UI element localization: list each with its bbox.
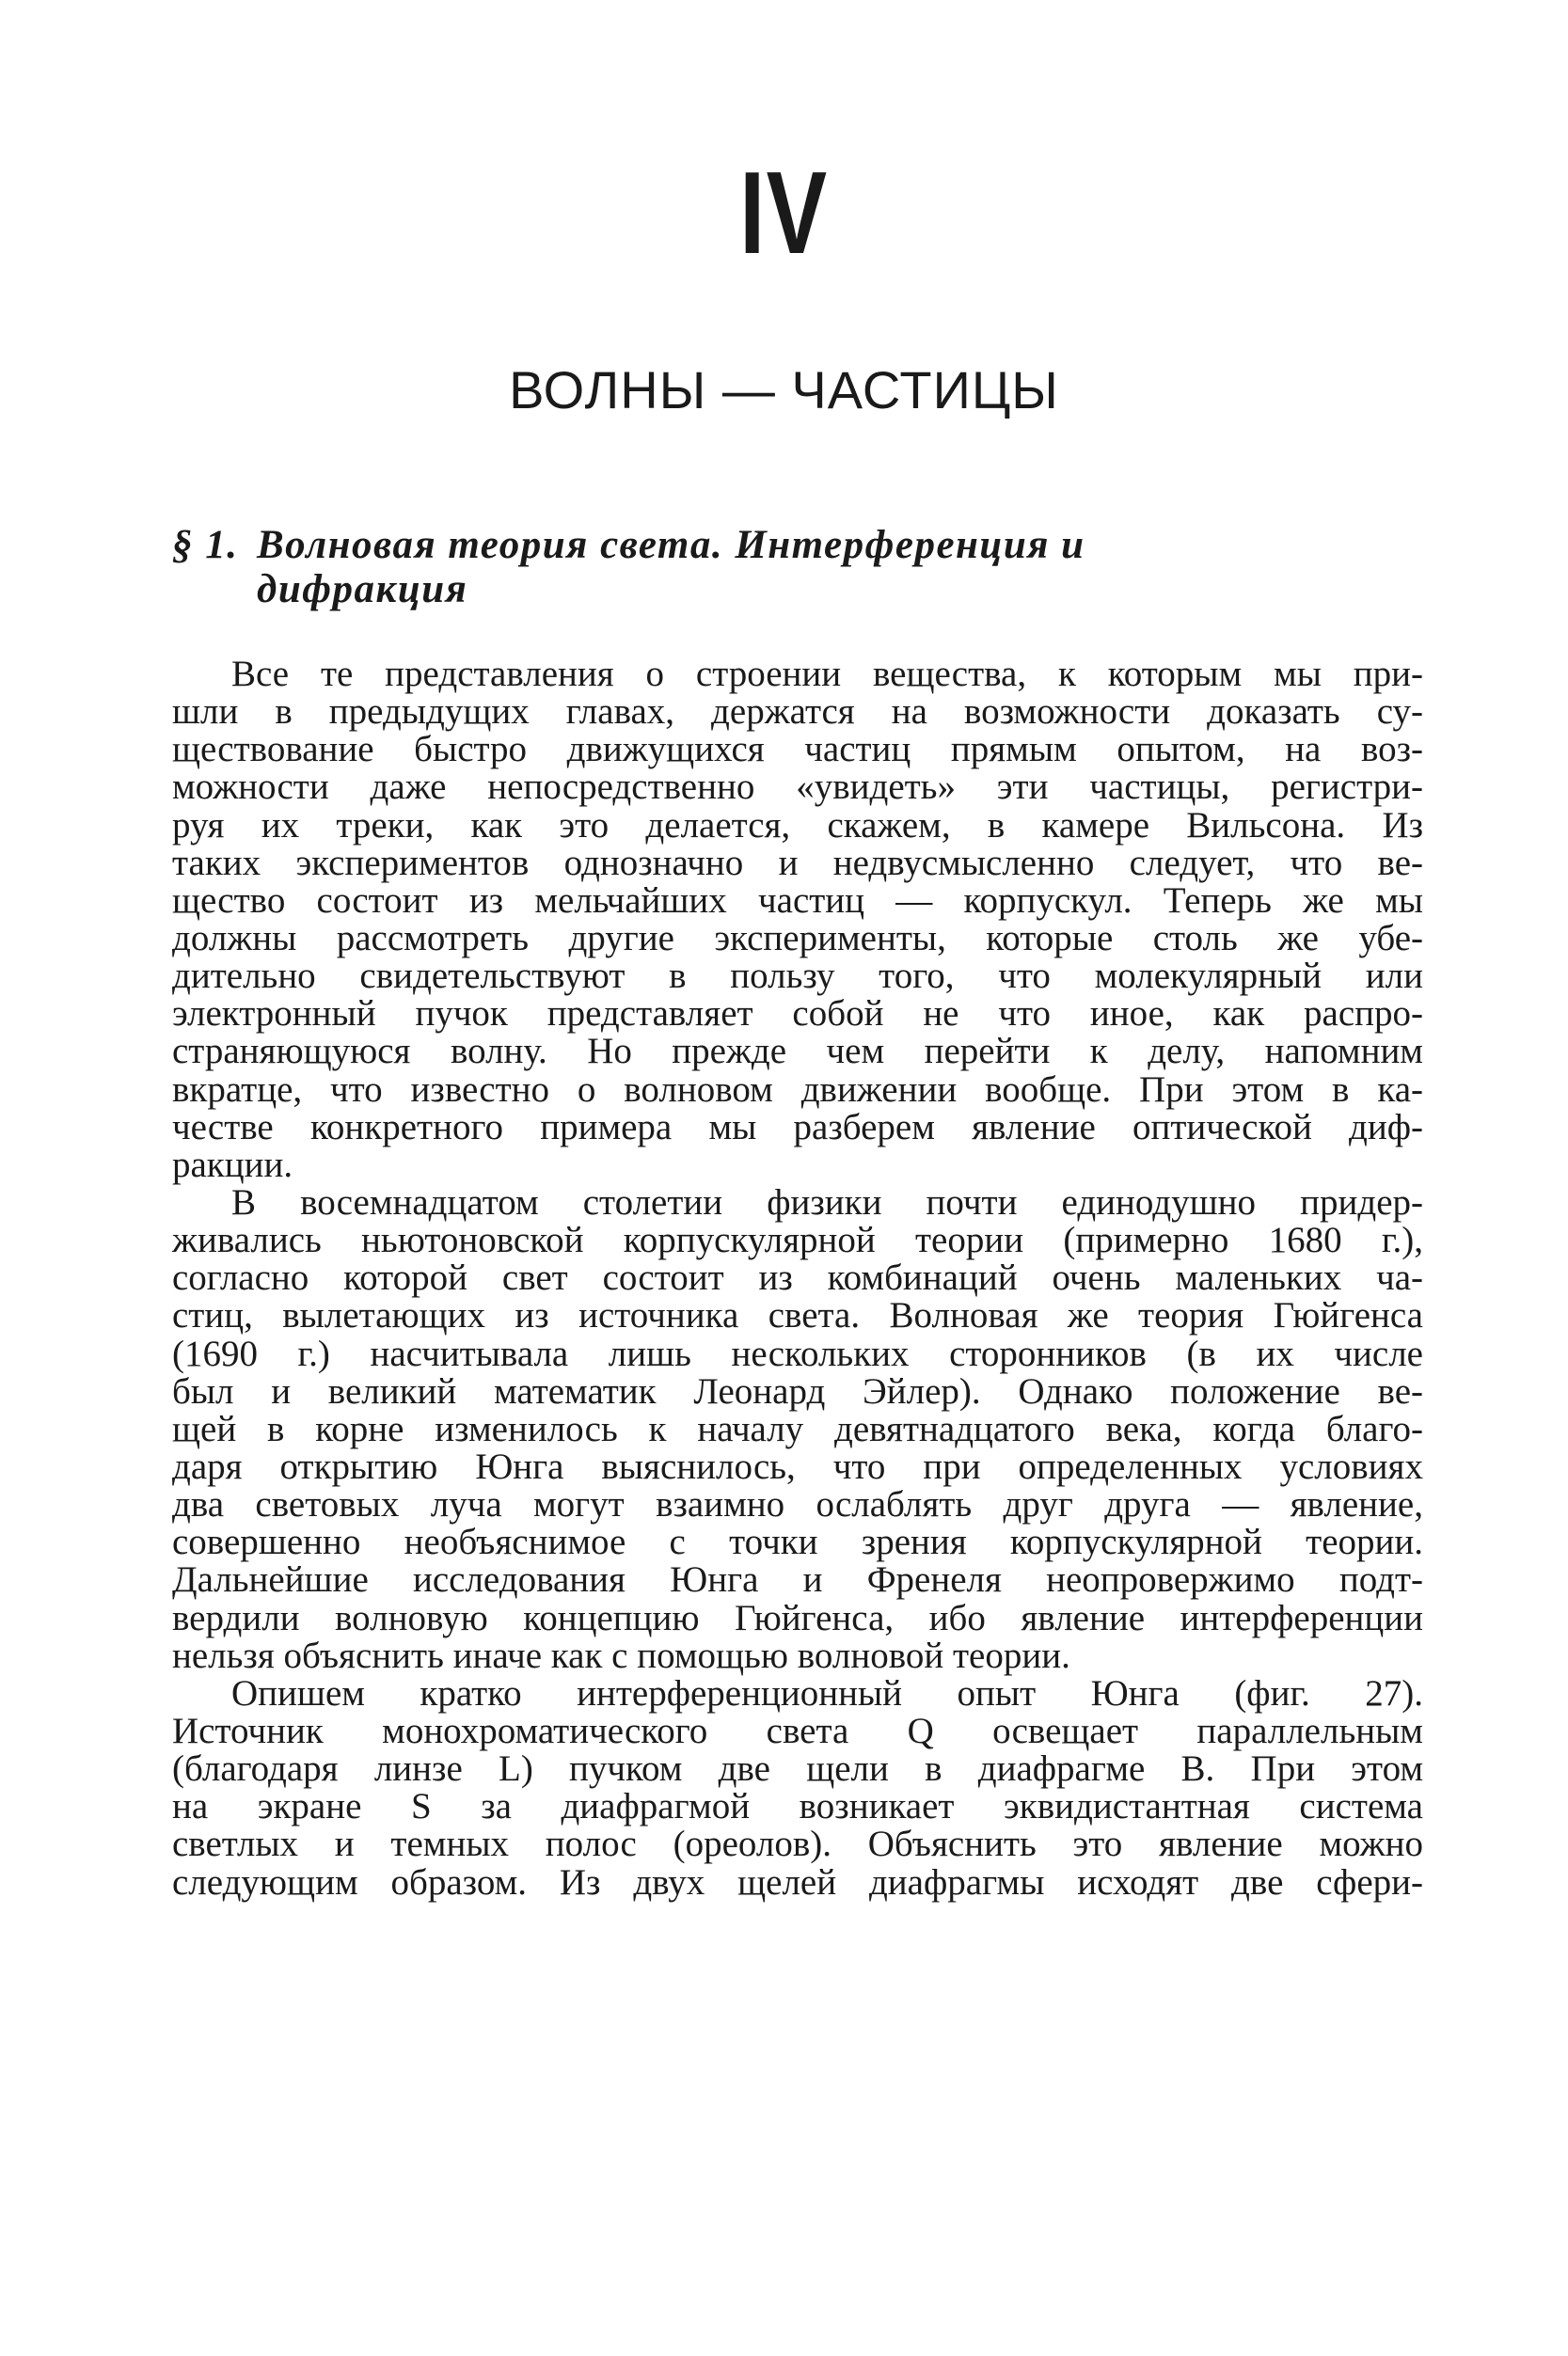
text-line: даря открытию Юнга выяснилось, что при определенных условиях xyxy=(172,1446,1423,1487)
text-line: вкратце, что известно о волновом движении вообще. При этом в ка- xyxy=(172,1068,1423,1110)
text-line: щество состоит из мельчайших частиц — корпускул. Теперь же мы xyxy=(172,879,1423,921)
text-line: В восемнадцатом столетии физики почти единодушно придер- xyxy=(231,1181,1423,1223)
text-line: электронный пучок представляет собой не что иное, как распро- xyxy=(172,993,1423,1035)
chapter-number: IV xyxy=(739,149,829,278)
text-line: должны рассмотреть другие эксперименты, которые столь же убе- xyxy=(172,917,1423,958)
text-line: два световых луча могут взаимно ослаблять друг друга — явление, xyxy=(172,1484,1423,1526)
text-line: Все те представления о строении вещества, к которым мы при- xyxy=(231,654,1423,694)
text-line: дительно свидетельствуют в пользу того, что молекулярный или xyxy=(172,956,1423,997)
text-line: согласно которой свет состоит из комбинаций очень маленьких ча- xyxy=(172,1257,1423,1299)
text-line: нельзя объяснить иначе как с помощью волновой теории. xyxy=(172,1635,1070,1676)
text-line: руя их треки, как это делается, скажем, в камере Вильсона. Из xyxy=(172,804,1423,846)
text-line: совершенно необъяснимое с точки зрения корпускулярной теории. xyxy=(172,1522,1423,1563)
text-line: светлых и темных полос (ореолов). Объяснить это явление можно xyxy=(172,1824,1423,1865)
text-line: ракции. xyxy=(172,1144,293,1185)
text-line: шли в предыдущих главах, держатся на возможности доказать су- xyxy=(172,691,1423,733)
text-line: Источник монохроматического света Q освещает параллельным xyxy=(172,1710,1423,1751)
chapter-title: ВОЛНЫ — ЧАСТИЦЫ xyxy=(509,360,1059,419)
text-line: Дальнейшие исследования Юнга и Френеля неопровержимо подт- xyxy=(172,1559,1423,1601)
text-line: Опишем кратко интерференционный опыт Юнга (фиг. 27). xyxy=(231,1672,1423,1714)
text-line: (благодаря линзе L) пучком две щели в диафрагме B. При этом xyxy=(172,1748,1423,1790)
text-line: ществование быстро движущихся частиц прямым опытом, на воз- xyxy=(172,729,1423,770)
text-line: на экране S за диафрагмой возникает эквидистантная система xyxy=(172,1786,1423,1827)
text-line: вердили волновую концепцию Гюйгенса, ибо явление интерференции xyxy=(172,1597,1423,1638)
text-line: был и великий математик Леонард Эйлер). Однако положение ве- xyxy=(172,1370,1423,1412)
section-title-line-2: дифракция xyxy=(257,567,468,611)
text-line: стиц, вылетающих из источника света. Волновая же теория Гюйгенса xyxy=(172,1295,1423,1336)
text-line: страняющуюся волну. Но прежде чем перейти к делу, напомним xyxy=(172,1031,1423,1072)
text-line: (1690 г.) насчитывала лишь нескольких сторонников (в их числе xyxy=(172,1333,1423,1374)
section-number: § 1. xyxy=(172,523,239,567)
text-line: щей в корне изменилось к началу девятнадцатого века, когда благо- xyxy=(172,1408,1423,1449)
section-title-line-1: Волновая теория света. Интерференция и xyxy=(257,523,1085,567)
text-line: честве конкретного примера мы разберем явление оптической диф- xyxy=(172,1106,1423,1147)
section-heading xyxy=(172,523,1423,611)
text-line: живались ньютоновской корпускулярной теории (примерно 1680 г.), xyxy=(172,1220,1423,1261)
text-line: следующим образом. Из двух щелей диафрагмы исходят две сфери- xyxy=(172,1861,1423,1903)
text-line: можности даже непосредственно «увидеть» эти частицы, регистри- xyxy=(172,767,1423,808)
body-text xyxy=(172,656,1423,1902)
text-line: таких экспериментов однозначно и недвусмысленно следует, что ве- xyxy=(172,842,1423,883)
